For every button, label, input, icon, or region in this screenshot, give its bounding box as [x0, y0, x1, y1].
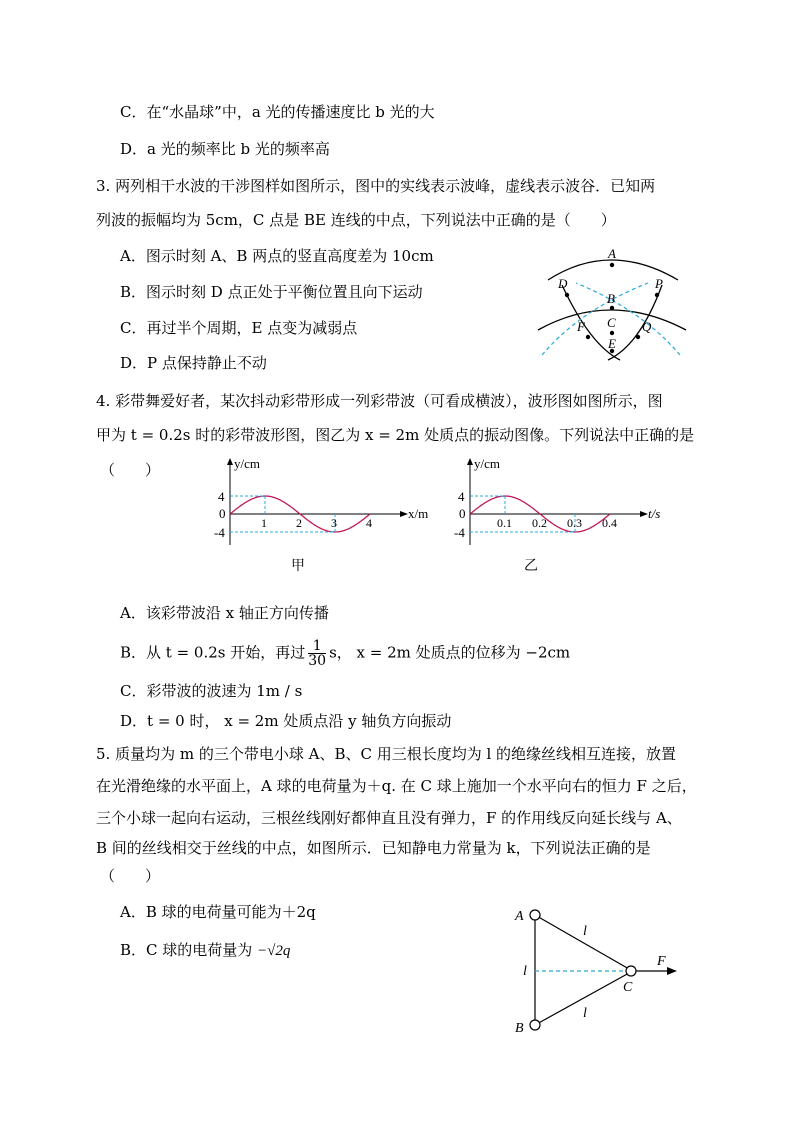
q3-interference-figure — [530, 245, 695, 370]
point-a-dot — [610, 263, 614, 267]
point-q-dot — [636, 335, 640, 339]
q5-option-b-pre: B．C 球的电荷量为 — [120, 941, 253, 959]
jia-ytick-neg: -4 — [214, 525, 225, 540]
label-q: Q — [642, 319, 652, 334]
q5-triangle-figure — [505, 895, 690, 1045]
graph-yi — [440, 455, 680, 550]
yi-ylabel: y/cm — [474, 456, 500, 471]
label-l-bot: l — [583, 1006, 587, 1021]
point-b-dot — [610, 306, 614, 310]
force-arrow-head — [667, 967, 677, 975]
jia-y-arrow — [227, 458, 233, 465]
label-d: D — [558, 276, 568, 291]
q5-option-b-math: −√2q — [257, 943, 291, 959]
string-ac — [535, 915, 629, 969]
q3-option-d: D．P 点保持静止不动 — [120, 354, 267, 372]
label-p: P — [655, 276, 663, 291]
q4-option-a: A．该彩带波沿 x 轴正方向传播 — [120, 604, 329, 622]
jia-x-arrow — [400, 511, 408, 517]
yi-y-arrow — [467, 458, 473, 465]
trough-arc-right — [576, 283, 680, 355]
yi-origin: 0 — [459, 506, 466, 521]
jia-xtick-1: 1 — [261, 516, 267, 530]
label-ball-a: A — [515, 909, 524, 924]
point-d-dot — [565, 293, 569, 297]
ball-a — [530, 910, 540, 920]
crest-arc-right — [608, 285, 662, 360]
yi-xtick-1: 0.1 — [497, 516, 512, 530]
label-c: C — [607, 315, 616, 330]
label-ball-b: B — [515, 1021, 524, 1036]
label-a: A — [608, 246, 616, 261]
ball-c — [626, 966, 636, 976]
jia-caption: 甲 — [291, 558, 305, 574]
q5-stem-line5: （ ） — [100, 867, 161, 885]
q4-stem-line3: （ ） — [100, 461, 161, 479]
jia-xtick-3: 3 — [331, 516, 337, 530]
q5-option-a: A．B 球的电荷量可能为＋2q — [120, 903, 316, 921]
jia-xtick-4: 4 — [366, 516, 372, 530]
q3-stem-line2: 列波的振幅均为 5cm，C 点是 BE 连线的中点，下列说法中正确的是（ ） — [96, 211, 616, 229]
label-l-top: l — [583, 924, 587, 939]
q4-option-b-pre: B．从 t = 0.2s 开始，再过 — [120, 643, 306, 662]
yi-xtick-4: 0.4 — [602, 516, 617, 530]
jia-origin: 0 — [219, 506, 226, 521]
trough-arc-left — [542, 283, 648, 355]
q5-stem-line3: 三个小球一起向右运动，三根丝线刚好都伸直且没有弹力，F 的作用线反向延长线与 A、 — [96, 809, 682, 827]
q4-option-d: D．t = 0 时， x = 2m 处质点沿 y 轴负方向振动 — [120, 712, 452, 730]
yi-ytick-pos: 4 — [458, 489, 465, 504]
label-b: B — [607, 291, 615, 306]
yi-x-arrow — [640, 511, 648, 517]
q3-option-a: A．图示时刻 A、B 两点的竖直高度差为 10cm — [120, 247, 434, 265]
q2-option-c: C．在“水晶球”中，a 光的传播速度比 b 光的大 — [120, 103, 435, 121]
q4-option-b-fraction — [308, 639, 326, 668]
yi-caption: 乙 — [524, 558, 538, 574]
yi-xtick-2: 0.2 — [532, 516, 547, 530]
jia-xlabel: x/m — [408, 506, 429, 521]
label-force-f: F — [657, 954, 666, 969]
fraction-numerator: 1 — [308, 639, 326, 654]
point-p-dot — [655, 293, 659, 297]
q4-option-b — [120, 639, 570, 668]
q4-stem-line1: 4. 彩带舞爱好者，某次抖动彩带形成一列彩带波（可看成横波），波形图如图所示，图 — [96, 392, 663, 410]
label-ball-c: C — [623, 980, 633, 995]
graph-jia — [200, 455, 440, 550]
jia-xtick-2: 2 — [296, 516, 302, 530]
q4-stem-line2: 甲为 t = 0.2s 时的彩带波形图，图乙为 x = 2m 处质点的振动图像。下列说法中正确的是 — [96, 426, 695, 444]
ball-b — [530, 1020, 540, 1030]
fraction-denominator: 30 — [308, 653, 327, 669]
label-l-mid: l — [523, 964, 527, 979]
q5-stem-line2: 在光滑绝缘的水平面上，A 球的电荷量为＋q. 在 C 球上施加一个水平向右的恒力 F 之后， — [96, 777, 697, 795]
q5-stem-line4: B 间的丝线相交于丝线的中点，如图所示．已知静电力常量为 k，下列说法正确的是 — [96, 839, 651, 857]
q2-option-d: D．a 光的频率比 b 光的频率高 — [120, 140, 330, 158]
point-f-dot — [586, 335, 590, 339]
point-c-dot — [610, 331, 614, 335]
q5-option-b — [120, 940, 290, 961]
label-f: F — [577, 319, 585, 334]
q4-option-c: C．彩带波的波速为 1m / s — [120, 682, 303, 700]
jia-ytick-pos: 4 — [218, 489, 225, 504]
yi-xtick-3: 0.3 — [567, 516, 582, 530]
q3-option-c: C．再过半个周期，E 点变为减弱点 — [120, 319, 358, 337]
jia-ylabel: y/cm — [234, 456, 260, 471]
q5-stem-line1: 5. 质量均为 m 的三个带电小球 A、B、C 用三根长度均为 l 的绝缘丝线相互连接，放置 — [96, 745, 677, 763]
label-e: E — [608, 336, 616, 351]
q3-stem-line1: 3. 两列相干水波的干涉图样如图所示，图中的实线表示波峰，虚线表示波谷．已知两 — [96, 177, 656, 195]
q3-option-b: B．图示时刻 D 点正处于平衡位置且向下运动 — [120, 283, 423, 301]
q4-option-b-post: s， x = 2m 处质点的位移为 −2cm — [329, 643, 571, 662]
string-bc — [535, 973, 629, 1025]
yi-xlabel: t/s — [648, 506, 661, 521]
yi-ytick-neg: -4 — [454, 525, 465, 540]
